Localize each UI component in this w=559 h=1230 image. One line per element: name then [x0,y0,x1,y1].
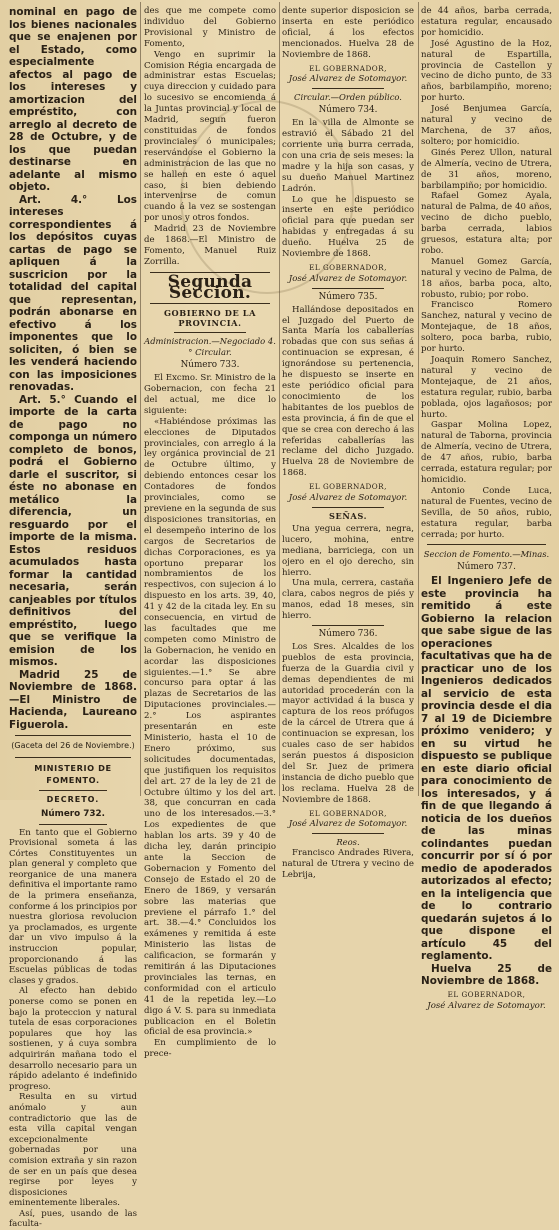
paragraph: Resulta en su virtud anómalo y aun contradictorio que las de esta villa capital vengan excepcionalmente gobernadas por una comision extraña y sin razon de ser en un país que desea regirse por leyes y disposiciones eminentemente liberales. [9,1092,137,1209]
divider [312,288,384,289]
paragraph: dente superior disposicion se inserta en este periódico oficial, á los efectos mencionados. Huelva 28 de Noviembre de 1868. [282,6,414,60]
decree-heading: DECRETO. [46,794,100,804]
paragraph: Vengo en suprimir la Comision Régia encargada de administrar estas Escuelas; cuya direccion y cuidado para lo sucesivo se encomienda á la Juntas provincial y local de Madrid, segun fueron constituidas de fondos provinciales ó municipales; reservándose el Gobierno la administracion de las que no se hallen en este ó aquel caso, si bien debiendo intervenirse de comun cuando á la vez se sostengan por unos y otros fondos. [144,49,276,224]
divider [39,824,107,825]
divider [15,735,131,736]
paragraph: Manuel Gomez García, natural y vecino de Palma, de 18 años, barba poca, alto, robusto, rubio; por robo. [421,256,552,300]
paragraph: José Agustino de la Hoz, natural de Espartilla, provincia de Castellon y vecino de dicho punto, de 33 años, barbilampiño, moreno; por hurto. [421,38,552,104]
item-number: Número 736. [318,629,378,640]
governor-title: EL GOBERNADOR, [309,63,387,73]
column-2 [144,6,276,1060]
column-rule [279,2,280,796]
paragraph: El Ingeniero Jefe de este provincia ha remitido á este Gobierno la relacion que sabe sigue de las operaciones facultativas que ha de practicar uno de los Ingenieros dedicados al servicio de esta provincia desde el dia 7 al 19 de Diciembre próximo venidero; y en su virtud he dispuesto se publique en este diario oficial para conocimiento de los interesados, y á fin de que llegando á noticia de los dueños de las minas colindantes puedan concurrir por sí ó por medio de apoderados autorizados al efecto; en la inteligencia que de lo contrario quedarán sujetos á lo que dispone el artículo 45 del reglamento. [421,575,552,963]
governor-title: EL GOBERNADOR, [309,808,387,818]
signature-paragraph: Madrid 23 de Noviembre de 1868.—El Ministro de Fomento, Manuel Ruiz Zorrilla. [144,224,276,267]
item-number: Número 732. [41,809,105,819]
item-number: Número 733. [180,360,240,371]
paragraph: Al efecto han debido ponerse como se ponen en bajo la proteccion y natural tutela de esas corporaciones populares que hoy las sostienen, y á cuya sombra adquirirán mañana todo el desarrollo necesario para un rápido adelanto é indefinido progreso. [9,986,137,1092]
subsection-heading: Administracion.—Negociado 4.° Circular. [144,336,276,358]
divider [15,757,131,758]
governor-title: EL GOBERNADOR, [309,482,387,492]
item-number: Número 735. [318,291,378,302]
divider [312,507,384,508]
paragraph: Una mula, cerrera, castaña clara, cabos negros de piés y manos, edad 18 meses, sin hierro. [282,578,414,622]
subsection-heading: Seccion de Fomento.—Minas. [423,549,550,560]
governor-signature: José Alvarez de Sotomayor. [288,273,408,284]
paragraph: Una yegua cerrera, negra, lucero, mohina, entre mediana, barriciega, con un ojero en el ojo derecho, sin hierro. [282,523,414,578]
subsection-heading: Reos. [336,837,360,848]
divider [39,790,107,791]
paragraph: Ginés Perez Ullon, natural de Almería, vecino de Utrera, de 31 años, moreno, barbilampiño; por homicidio. [421,147,552,191]
paragraph: Art. 4.° Los intereses correspondientes á los depósitos cuyas cartas de pago se apliquen á la suscricion por la totalidad del capital que representan, podrán abonarse en efectivo á los imponentes que lo soliciten, ó bien se les venderá haciendo con las imposiciones renovadas. [9,193,137,393]
governor-signature: José Alvarez de Sotomayor. [288,819,408,830]
divider [174,332,246,333]
subsection-heading: Circular.—Orden público. [294,92,402,103]
paragraph: Hallándose depositados en el Juzgado del Puerto de Santa María los caballerías robadas que con sus señas á continuacion se expresan, é ignorándose su pertenencia, he dispuesto se inserte en este periódico oficial para conocimiento de los habitantes de los pueblos de esta provincia, á fin de que el que se crea con derecho á las referidas caballerías las reclame del dicho Juzgado. Huelva 28 de Noviembre de 1868. [282,304,414,479]
column-1 [9,6,137,1230]
paragraph: Lo que he dispuesto se inserte en este periódico oficial para que puedan ser habidas y entregadas á su dueño. Huelva 25 de Noviembre de 1868. [282,194,414,260]
divider [427,544,546,545]
paragraph: des que me compete como individuo del Gobierno Provisional y Ministro de Fomento, [144,6,276,49]
divider [312,833,384,834]
paragraph: Los Sres. Alcaldes de los pueblos de esta provincia, fuerza de la Guardia civil y demas dependientes de mi autoridad procederán con la mayor actividad á la busca y captura de los reos prófugos de la cárcel de Utrera que á continuacion se expresan, los cuales caso de ser habidos serán puestos á disposicion del Sr. Juez de primera instancia de dicho pueblo que los reclama. Huelva 28 de Noviembre de 1868. [282,641,414,805]
column-rule [140,2,141,796]
section-title: Segunda Seccion. [167,271,253,303]
date-paragraph: Huelva 25 de Noviembre de 1868. [421,962,552,988]
governor-signature: José Alvarez de Sotomayor. [427,1000,546,1011]
governor-signature: José Alvarez de Sotomayor. [288,74,408,85]
gazette-reference: (Gaceta del 26 de Noviembre.) [11,741,135,750]
ministry-heading: MINISTERIO DE FOMENTO. [34,762,112,785]
paragraph: de 44 años, barba cerrada, estatura regular, encausado por homicidio. [421,6,552,38]
paragraph: En la villa de Almonte se estravió el Sábado 21 del corriente una burra cerrada, con una cria de seis meses: la madre y la hija son casas, y su dueño Manuel Martinez Ladrón. [282,118,414,194]
paragraph: Francisco Romero Sanchez, natural y vecino de Montejaque, de 18 años, soltero, poca barba, rubio, por hurto. [421,300,552,355]
divider [312,625,384,626]
item-number: Número 734. [318,105,378,116]
governor-title: EL GOBERNADOR, [309,262,387,272]
column-4 [421,6,552,1012]
paragraph: En tanto que el Gobierno Provisional someta á las Córtes Constituyentes un plan general y completo que reorganice de una manera definitiva el importante ramo de la primera enseñanza, conforme á los principios por nuestra gloriosa revolucion ya proclamados, es urgente dar un vivo impulso á la instruccion popular, proporcionando á las Escuelas públicas de todas clases y grados. [9,827,137,986]
descriptions-heading: SEÑAS. [328,510,368,521]
item-number: Número 737. [457,562,516,573]
column-rule [418,2,419,796]
signature-paragraph: Madrid 25 de Noviembre de 1868.—El Ministro de Hacienda, Laureano Figuerola. [9,668,137,731]
divider [150,303,270,304]
governor-title: EL GOBERNADOR, [447,989,526,999]
paragraph: Francisco Andrades Rivera, natural de Utrera y vecino de Lebrija, [282,848,414,881]
paragraph: Así, pues, usando de las faculta- [9,1208,137,1230]
divider [312,88,384,89]
paragraph: Gaspar Molina Lopez, natural de Taborna, provincia de Almería, vecino de Utrera, de 47 años, rubio, barba cerrada, estatura regular; por homicidio. [421,420,552,485]
paragraph: Art. 5.° Cuando el importe de la carta de pago no componga un número completo de bonos, podrá el Gobierno darle el suscritor, si éste no abonase en metálico la diferencia, un resguardo por el importe de la misma. Estos residuos acumulados hasta formar la cantidad necesaria, serán canjeables por títulos definitivos del empréstito, luego que se verifique la emision de los mismos. [9,393,137,668]
paragraph: Rafael Gomez Ayala, natural de Palma, de 40 años, vecino de dicho pueblo, barba cerrada, labios gruesos, estatura alta; por robo. [421,191,552,256]
paragraph: «Habiéndose próximas las elecciones de Diputados provinciales, con arreglo á la ley orgánica provincial de 21 de Octubre último, y debiendo entonces cesar los Contadores de fondos provinciales, como se previene en la segunda de sus disposiciones transitorias, en el desempeño interino de los cargos de Secretarios de dichas Corporaciones, es ya oportuno preparar los nombramientos de los respectivos, con sujecion á lo dispuesto en los arts. 39, 40, 41 y 42 de la citada ley. En su consecuencia, en virtud de las facultades que me competen como Ministro de la Gobernacion, he venido en acordar las disposiciones siguientes.—1.° Se abre concurso para optar á las plazas de Secretarios de las Diputaciones provinciales.—2.° Los aspirantes presentarán en este Ministerio, hasta el 10 de Enero próximo, sus solicitudes documentadas, que justifiquen los requisitos del art. 27 de la ley de 21 de Octubre último y los del art. 38, que concurran en cada uno de los interesados.—3.° Los expedientes de que hablan los arts. 39 y 40 de dicha ley, darán principio ante la Seccion de Gobernacion y Fomento del Consejo de Estado el 20 de Enero de 1869, y versarán sobre las materias que previene el párrafo 1.° del art. 38.—4.° Concluidos los exámenes y remitida á este Ministerio las listas de calificacion, se formarán y remitirán á las Diputaciones provinciales las ternas, en conformidad con el articulo 41 de la repetida ley.—Lo digo á V. S. para su inmediata publicacion en el Boletin oficial de esa provincia.» [144,416,276,1038]
paragraph: José Benjumea García, natural y vecino de Marchena, de 37 años, soltero; por homicidio. [421,104,552,147]
paragraph: El Excmo. Sr. Ministro de la Gobernacion, con fecha 21 del actual, me dice lo siguiente: [144,373,276,416]
governor-signature: José Alvarez de Sotomayor. [288,493,408,504]
paragraph: Joaquin Romero Sanchez, natural y vecino de Montejaque, de 21 años, estatura regular, rubio, barba poblada, ojos lagañosos; por hurto. [421,355,552,420]
column-3 [282,6,414,881]
paragraph: Antonio Conde Luca, natural de Fuentes, vecino de Sevilla, de 50 años, rubio, estatura regular, barba cerrada; por hurto. [421,485,552,540]
government-heading: GOBIERNO DE LA PROVINCIA. [163,307,257,329]
paragraph: En cumplimiento de lo prece- [144,1038,276,1060]
paragraph: nominal en pago de los bienes nacionales que se enajenen por el Estado, como especialmente afectos al pago de los intereses y amortizacion del empréstito, con arreglo al decreto de 28 de Octubre, y de los que puedan destinarse en adelante al mismo objeto. [9,6,137,193]
